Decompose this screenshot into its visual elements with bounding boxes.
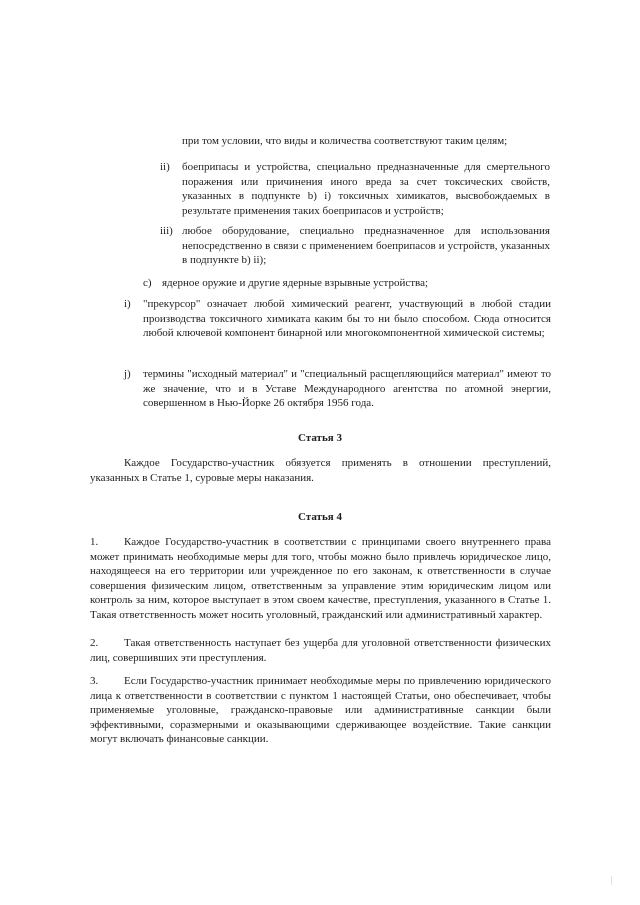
article-4-heading: Статья 4 bbox=[298, 511, 342, 523]
paragraph-2-text: Такая ответственность наступает без ущерба для уголовной ответственности физических лиц, совершивших эти преступления. bbox=[90, 637, 551, 664]
paragraph-1-text: Каждое Государство-участник в соответствии с принципами своего внутреннего права может принимать необходимые меры для того, чтобы можно было привлечь юридическое лицо, находящееся на его территории или учрежденное по его законам, к ответственности в случае совершения физическим лицом, ответственным за управление этим юридическим лицом или контроль за ним, которое выступает в этом своем качестве, преступления, указанного в Статье 1. Такая ответственность может носить уголовный, гражданский или административный характер. bbox=[90, 536, 551, 621]
item-text-c: ядерное оружие и другие ядерные взрывные устройства; bbox=[162, 277, 429, 289]
item-marker-j: j) bbox=[124, 368, 131, 380]
item-text-j: термины "исходный материал" и "специальный расщепляющийся материал" имеют то же значение, что и в Уставе Международного агентства по атомной энергии, совершенном в Нью-Йорке 26 октября 1956 года. bbox=[143, 368, 551, 410]
item-marker-c: c) bbox=[143, 277, 152, 289]
item-marker-i: i) bbox=[124, 298, 131, 310]
item-text-iii: любое оборудование, специально предназначенное для использования непосредственно в связи с применением боеприпасов и устройств, указанных в подпункте b) ii); bbox=[182, 225, 550, 267]
scan-artifact bbox=[611, 876, 618, 885]
item-text-i: "прекурсор" означает любой химический реагент, участвующий в любой стадии производства токсичного химиката каким бы то ни было способом. Сюда относится любой ключевой компонент бинарной или многокомпонентной химической системы; bbox=[143, 298, 551, 340]
article-3-heading: Статья 3 bbox=[298, 432, 342, 444]
continuation-line: при том условии, что виды и количества соответствуют таким целям; bbox=[182, 135, 508, 147]
item-marker-iii: iii) bbox=[160, 225, 173, 237]
paragraph-number-3: 3. bbox=[90, 675, 99, 687]
article-3-text: Каждое Государство-участник обязуется применять в отношении преступлений, указанных в Статье 1, суровые меры наказания. bbox=[90, 457, 551, 484]
item-marker-ii: ii) bbox=[160, 161, 170, 173]
item-text-ii: боеприпасы и устройства, специально предназначенные для смертельного поражения или причинения иного вреда за счет токсических свойств, указанных в подпункте b) i) токсичных химикатов, высвобождаемых в результате применения таких боеприпасов и устройств; bbox=[182, 161, 550, 217]
paragraph-3-text: Если Государство-участник принимает необходимые меры по привлечению юридического лица к ответственности в соответствии с пунктом 1 настоящей Статьи, оно обеспечивает, чтобы применяемые уголовные, гражданско-правовые или административные санкции были эффективными, соразмерными и оказывающими сдерживающее воздействие. Такие санкции могут включать финансовые санкции. bbox=[90, 675, 551, 746]
paragraph-number-2: 2. bbox=[90, 637, 99, 649]
paragraph-number-1: 1. bbox=[90, 536, 99, 548]
